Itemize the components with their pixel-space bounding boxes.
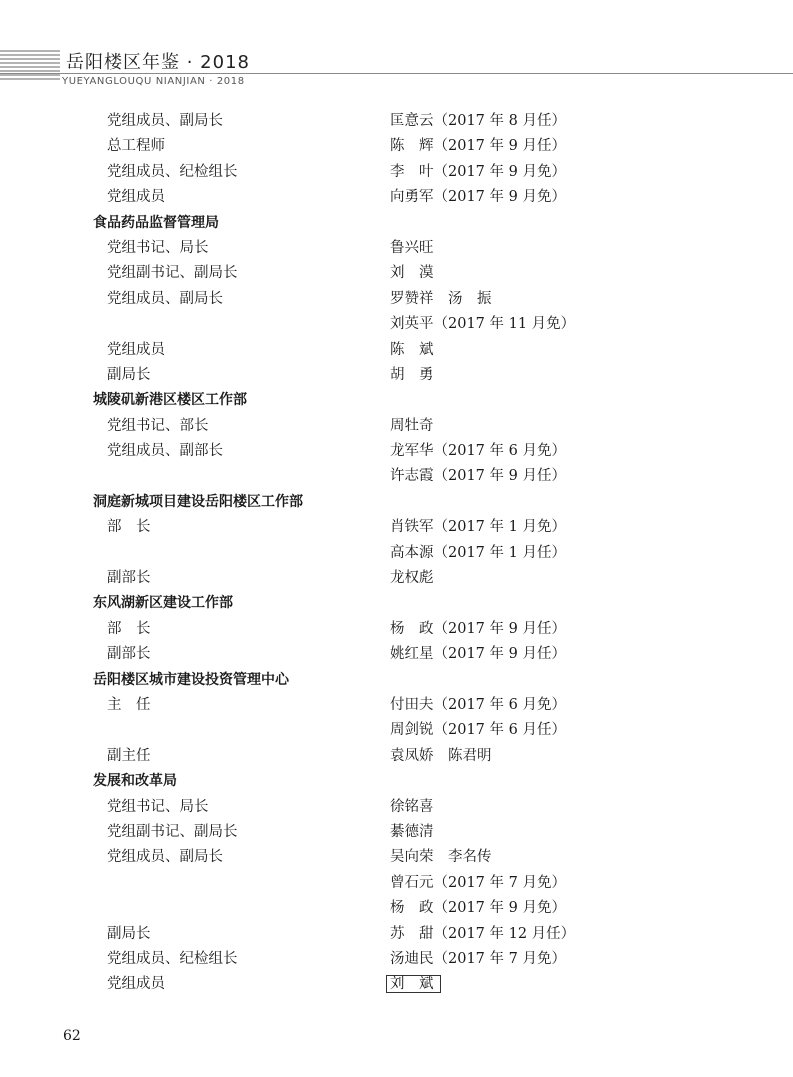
header-stripes-decoration — [0, 50, 60, 82]
position-label: 党组成员 — [107, 976, 165, 993]
person-name-text: 鲁兴旺 — [390, 239, 434, 256]
personnel-row — [0, 363, 793, 388]
person-name-text: 陈 辉（2017 年 9 月任） — [390, 138, 566, 155]
personnel-row — [0, 795, 793, 820]
person-name-text: 周剑锐（2017 年 6 月任） — [390, 722, 566, 739]
person-name — [390, 845, 492, 870]
person-name-text: 曾石元（2017 年 7 月免） — [390, 874, 566, 891]
position-label: 党组书记、部长 — [107, 417, 209, 434]
position-label: 党组副书记、副局长 — [107, 265, 238, 282]
person-name — [390, 312, 575, 337]
personnel-row — [0, 185, 793, 210]
person-name-text: 杨 政（2017 年 9 月免） — [390, 900, 566, 917]
section-heading: 洞庭新城项目建设岳阳楼区工作部 — [93, 493, 303, 510]
person-name-text: 袁凤娇 陈君明 — [390, 747, 492, 764]
position-label: 部 长 — [107, 519, 151, 536]
personnel-row — [0, 160, 793, 185]
section-heading: 岳阳楼区城市建设投资管理中心 — [93, 671, 289, 688]
personnel-row — [0, 236, 793, 261]
person-name — [390, 236, 434, 261]
personnel-row — [0, 617, 793, 642]
personnel-row — [0, 947, 793, 972]
position-label: 党组成员 — [107, 341, 165, 358]
position-label: 党组书记、局长 — [107, 798, 209, 815]
person-name-text: 向勇军（2017 年 9 月免） — [390, 189, 566, 206]
person-name-text: 高本源（2017 年 1 月任） — [390, 544, 566, 561]
person-name — [390, 261, 434, 286]
boxed-person-name: 刘 斌 — [386, 975, 441, 993]
personnel-row — [0, 896, 793, 921]
person-name-text: 龙权彪 — [390, 570, 434, 587]
personnel-row — [0, 515, 793, 540]
section-heading: 东风湖新区建设工作部 — [93, 595, 233, 612]
person-name — [390, 871, 566, 896]
person-name-text: 陈 斌 — [390, 341, 434, 358]
person-name-text: 杨 政（2017 年 9 月任） — [390, 620, 566, 637]
person-name — [390, 947, 566, 972]
person-name — [390, 109, 566, 134]
personnel-row — [0, 642, 793, 667]
person-name — [390, 338, 434, 363]
person-name-text: 付田夫（2017 年 6 月免） — [390, 696, 566, 713]
position-label: 党组成员、副局长 — [107, 113, 223, 129]
person-name — [390, 566, 434, 591]
personnel-row — [0, 109, 793, 134]
person-name-text: 李 叶（2017 年 9 月免） — [390, 163, 566, 180]
person-name-text: 綦德清 — [390, 823, 434, 840]
page-number: 62 — [63, 1028, 81, 1044]
person-name — [390, 185, 566, 210]
position-label: 党组成员、纪检组长 — [107, 163, 238, 180]
section-heading: 食品药品监督管理局 — [93, 214, 219, 231]
position-label: 副部长 — [107, 570, 151, 587]
person-name-text: 周牡奇 — [390, 417, 434, 434]
section-heading-row — [0, 668, 793, 693]
person-name — [390, 515, 566, 540]
personnel-row — [0, 744, 793, 769]
section-heading-row — [0, 769, 793, 794]
position-label: 党组副书记、副局长 — [107, 823, 238, 840]
section-heading-row — [0, 490, 793, 515]
person-name-text: 肖铁军（2017 年 1 月免） — [390, 519, 566, 536]
person-name-text: 许志霞（2017 年 9 月任） — [390, 468, 566, 485]
personnel-row — [0, 287, 793, 312]
person-name — [390, 464, 566, 489]
section-heading: 发展和改革局 — [93, 773, 177, 790]
person-name-text: 刘 漠 — [390, 265, 434, 282]
personnel-row — [0, 414, 793, 439]
person-name — [390, 972, 441, 997]
person-name — [390, 541, 566, 566]
personnel-row — [0, 134, 793, 159]
person-name — [390, 693, 566, 718]
personnel-row — [0, 439, 793, 464]
page-header — [0, 42, 793, 92]
header-subtitle: YUEYANGLOUQU NIANJIAN · 2018 — [62, 76, 245, 87]
personnel-row — [0, 312, 793, 337]
person-name — [390, 134, 566, 159]
personnel-row — [0, 922, 793, 947]
section-heading-row — [0, 388, 793, 413]
personnel-row — [0, 871, 793, 896]
position-label: 总工程师 — [107, 138, 165, 155]
position-label: 副部长 — [107, 646, 151, 663]
person-name — [390, 922, 575, 947]
person-name-text: 吴向荣 李名传 — [390, 849, 492, 866]
personnel-row — [0, 718, 793, 743]
position-label: 党组成员、副部长 — [107, 443, 223, 460]
personnel-row — [0, 541, 793, 566]
position-label: 副局长 — [107, 366, 151, 383]
person-name — [390, 896, 566, 921]
position-label: 党组成员、副局长 — [107, 290, 223, 307]
position-label: 主 任 — [107, 696, 151, 713]
personnel-row — [0, 338, 793, 363]
position-label: 党组成员、纪检组长 — [107, 950, 238, 967]
personnel-row — [0, 261, 793, 286]
person-name-text: 匡意云（2017 年 8 月任） — [390, 113, 566, 129]
person-name — [390, 414, 434, 439]
person-name-text: 龙军华（2017 年 6 月免） — [390, 443, 566, 460]
person-name — [390, 160, 566, 185]
header-rule — [0, 73, 793, 74]
personnel-row — [0, 693, 793, 718]
personnel-row — [0, 972, 793, 997]
person-name-text: 刘英平（2017 年 11 月免） — [390, 316, 576, 333]
personnel-row — [0, 820, 793, 845]
person-name — [390, 642, 566, 667]
person-name-text: 胡 勇 — [390, 366, 434, 383]
section-heading-row — [0, 211, 793, 236]
personnel-list — [0, 109, 793, 998]
position-label: 党组书记、局长 — [107, 239, 209, 256]
person-name — [390, 795, 434, 820]
person-name-text: 汤迪民（2017 年 7 月免） — [390, 950, 566, 967]
person-name — [390, 287, 492, 312]
personnel-row — [0, 464, 793, 489]
person-name-text: 徐铭喜 — [390, 798, 434, 815]
person-name — [390, 617, 566, 642]
position-label: 副局长 — [107, 925, 151, 942]
section-heading: 城陵矶新港区楼区工作部 — [93, 392, 247, 409]
person-name-text: 罗赞祥 汤 振 — [390, 290, 492, 307]
position-label: 党组成员 — [107, 189, 165, 206]
position-label: 党组成员、副局长 — [107, 849, 223, 866]
position-label: 副主任 — [107, 747, 151, 764]
person-name — [390, 820, 434, 845]
header-title: 岳阳楼区年鉴 · 2018 — [66, 52, 250, 73]
person-name-text: 姚红星（2017 年 9 月任） — [390, 646, 566, 663]
person-name — [390, 439, 566, 464]
personnel-row — [0, 845, 793, 870]
person-name — [390, 718, 566, 743]
section-heading-row — [0, 591, 793, 616]
position-label: 部 长 — [107, 620, 151, 637]
person-name — [390, 744, 492, 769]
personnel-row — [0, 566, 793, 591]
person-name — [390, 363, 434, 388]
person-name-text: 苏 甜（2017 年 12 月任） — [390, 925, 576, 942]
